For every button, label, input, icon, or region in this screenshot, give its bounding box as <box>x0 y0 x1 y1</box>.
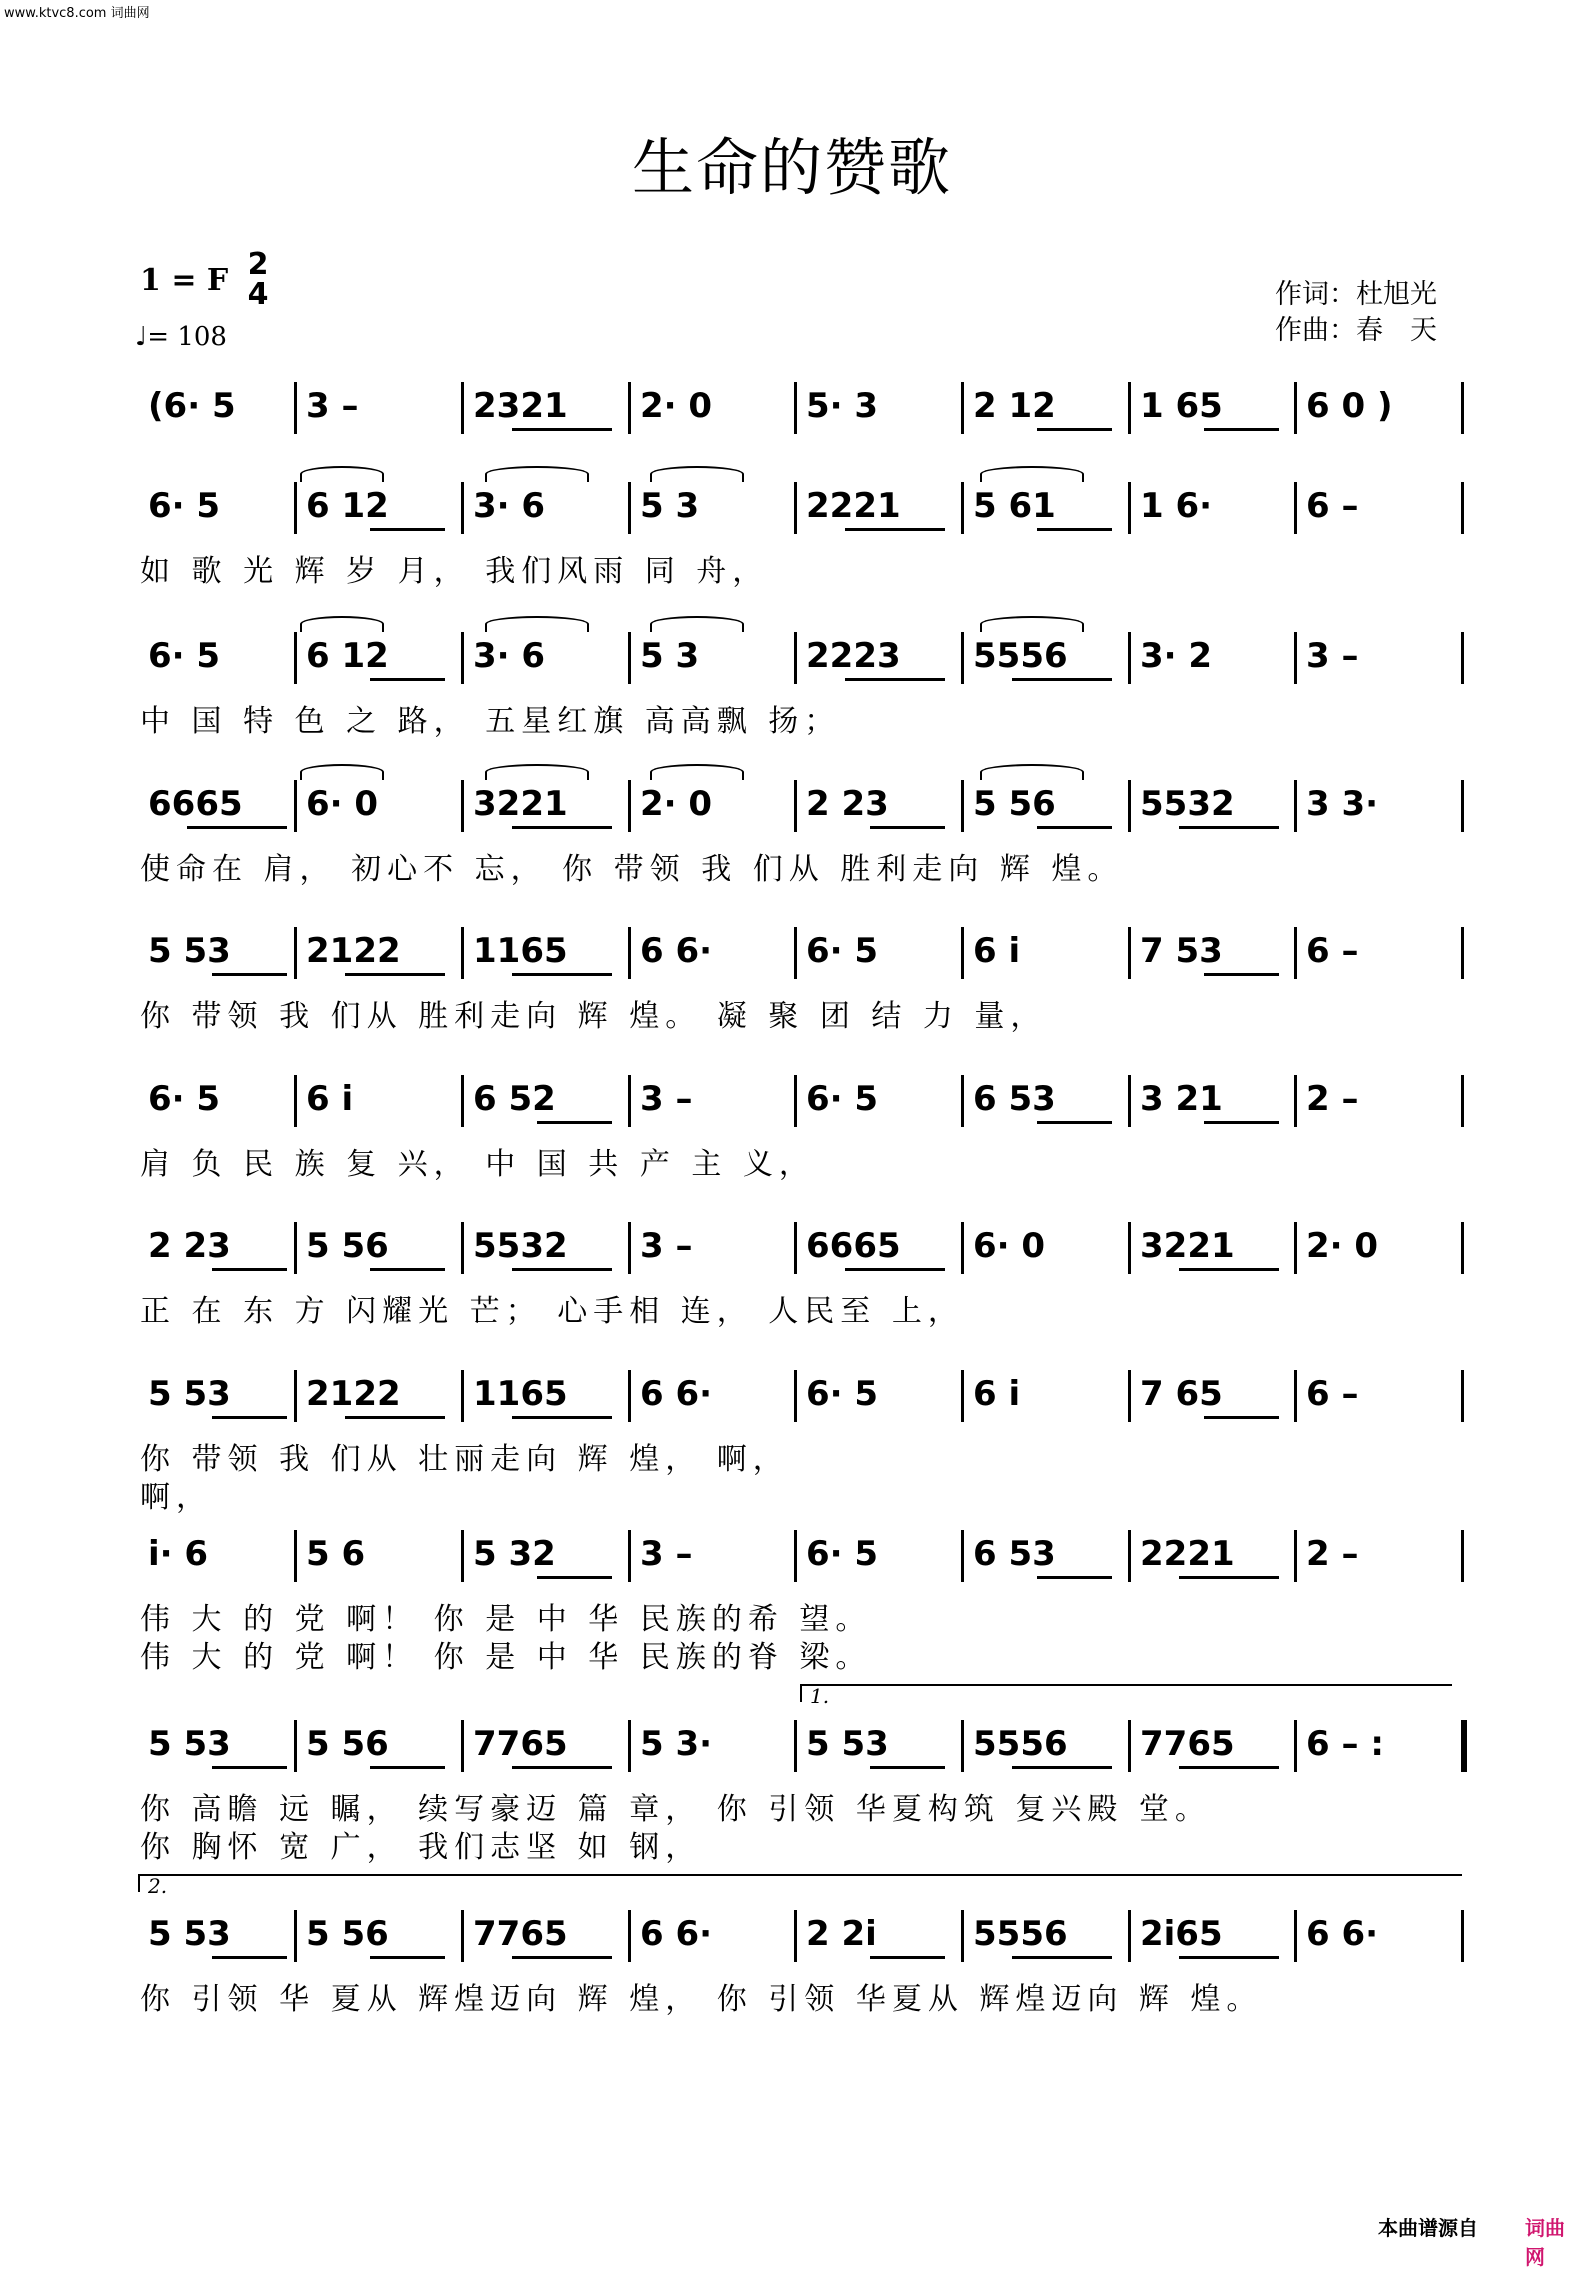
bar-line <box>961 1720 964 1772</box>
slur-arc <box>485 616 589 632</box>
lyric-line: 使命在 肩， 初心不 忘， 你 带领 我 们从 胜利走向 辉 煌。 <box>140 852 1124 887</box>
beam-underline <box>1179 1956 1279 1959</box>
measure-notes: 2 2i <box>806 1914 877 1954</box>
measure-notes: 6 53 <box>973 1079 1056 1119</box>
bar-line <box>1294 1370 1297 1422</box>
bar-line <box>461 632 464 684</box>
beam-underline <box>370 678 445 681</box>
beam-underline <box>1037 1576 1112 1579</box>
bar-line <box>1461 1222 1464 1274</box>
beam-underline <box>845 1268 945 1271</box>
beam-underline <box>512 1268 612 1271</box>
song-title: 生命的赞歌 <box>631 131 952 204</box>
measure-notes: 5 56 <box>973 784 1056 824</box>
measure-notes: 6665 <box>148 784 243 824</box>
lyric-line: 伟 大 的 党 啊！ 你 是 中 华 民族的脊 梁。 <box>140 1640 872 1675</box>
bar-line <box>1128 780 1131 832</box>
key-signature: 1 = F <box>140 263 229 298</box>
lyric-line: 如 歌 光 辉 岁 月， 我们风雨 同 舟， <box>140 554 769 589</box>
measure-notes: 5532 <box>1140 784 1235 824</box>
bar-line <box>1461 1370 1464 1422</box>
slur-arc <box>300 616 384 632</box>
bar-line <box>794 482 797 534</box>
bar-line <box>794 1720 797 1772</box>
beam-underline <box>1037 826 1112 829</box>
footer-site-logo: 词曲网 <box>1525 2216 1565 2269</box>
slur-arc <box>300 466 384 482</box>
bar-line <box>794 1222 797 1274</box>
beam-underline <box>212 1416 287 1419</box>
bar-line <box>461 927 464 979</box>
bar-line <box>1294 1530 1297 1582</box>
measure-notes: 6 6· <box>640 1914 713 1954</box>
beam-underline <box>870 1766 945 1769</box>
bar-line <box>1128 482 1131 534</box>
bar-line <box>1461 1910 1464 1962</box>
slur-arc <box>650 616 744 632</box>
lyric-line: 你 高瞻 远 瞩， 续写豪迈 篇 章， 你 引领 华夏构筑 复兴殿 堂。 <box>140 1792 1211 1827</box>
volta-bracket <box>138 1874 1462 1898</box>
time-signature <box>245 247 271 312</box>
measure-notes: 5 6 <box>306 1534 366 1574</box>
bar-line <box>961 1370 964 1422</box>
bar-line <box>461 1720 464 1772</box>
measure-notes: 3 – <box>640 1079 693 1119</box>
measure-notes: 6 0 ) <box>1306 386 1393 426</box>
bar-line <box>461 1370 464 1422</box>
measure-notes: i· 6 <box>148 1534 209 1574</box>
measure-notes: 3 – <box>1306 636 1359 676</box>
beam-underline <box>870 1956 945 1959</box>
beam-underline <box>1179 1766 1279 1769</box>
measure-notes: 6 – <box>1306 1374 1359 1414</box>
bar-line <box>1128 1370 1131 1422</box>
bar-line <box>628 927 631 979</box>
measure-notes: 7765 <box>473 1914 568 1954</box>
meter-top: 2 <box>247 247 269 282</box>
measure-notes: 6 – <box>1306 486 1359 526</box>
lyric-line: 正 在 东 方 闪耀光 芒； 心手相 连， 人民至 上， <box>140 1294 964 1329</box>
slur-arc <box>485 764 589 780</box>
measure-notes: 5 61 <box>973 486 1056 526</box>
slur-arc <box>980 616 1084 632</box>
measure-notes: 6· 0 <box>973 1226 1046 1266</box>
beam-underline <box>1204 1416 1279 1419</box>
measure-notes: 1165 <box>473 1374 568 1414</box>
measure-notes: 1 65 <box>1140 386 1223 426</box>
measure-notes: 6· 5 <box>806 1534 879 1574</box>
bar-line <box>1128 632 1131 684</box>
bar-line <box>461 780 464 832</box>
slur-arc <box>650 466 744 482</box>
beam-underline <box>1179 1268 1279 1271</box>
measure-notes: 5 53 <box>148 1914 231 1954</box>
measure-notes: 3 21 <box>1140 1079 1223 1119</box>
beam-underline <box>212 1268 287 1271</box>
bar-line <box>1461 1075 1464 1127</box>
bar-line <box>794 927 797 979</box>
bar-line <box>1128 1910 1131 1962</box>
bar-line <box>961 482 964 534</box>
measure-notes: 6 52 <box>473 1079 556 1119</box>
measure-notes: 2 23 <box>806 784 889 824</box>
measure-notes: 5 53 <box>148 1724 231 1764</box>
beam-underline <box>1037 428 1112 431</box>
measure-notes: 5532 <box>473 1226 568 1266</box>
meter-bottom: 4 <box>247 277 269 312</box>
measure-notes: 6· 0 <box>306 784 379 824</box>
beam-underline <box>1012 678 1112 681</box>
measure-notes: 6 i <box>973 931 1021 971</box>
beam-underline <box>512 1956 612 1959</box>
bar-line <box>461 482 464 534</box>
measure-notes: 2321 <box>473 386 568 426</box>
bar-line <box>1461 632 1464 684</box>
bar-line <box>794 1075 797 1127</box>
measure-notes: 3 – <box>640 1534 693 1574</box>
bar-line <box>961 632 964 684</box>
beam-underline <box>370 1268 445 1271</box>
measure-notes: 2· 0 <box>1306 1226 1379 1266</box>
bar-line <box>1461 927 1464 979</box>
bar-line <box>628 1530 631 1582</box>
measure-notes: 2· 0 <box>640 386 713 426</box>
bar-line <box>628 780 631 832</box>
beam-underline <box>370 528 445 531</box>
bar-line <box>461 1530 464 1582</box>
bar-line <box>1128 382 1131 434</box>
measure-notes: 7 53 <box>1140 931 1223 971</box>
measure-notes: 1 6· <box>1140 486 1213 526</box>
bar-line <box>1294 1910 1297 1962</box>
measure-notes: 5 56 <box>306 1226 389 1266</box>
beam-underline <box>512 1416 612 1419</box>
measure-notes: 3221 <box>473 784 568 824</box>
volta-bracket <box>800 1684 1452 1708</box>
measure-notes: 5 3 <box>640 636 700 676</box>
slur-arc <box>485 466 589 482</box>
tempo-marking: ♩= 108 <box>135 322 227 352</box>
beam-underline <box>512 826 612 829</box>
measure-notes: 5 3· <box>640 1724 713 1764</box>
measure-notes: 5556 <box>973 636 1068 676</box>
bar-line <box>961 1530 964 1582</box>
bar-line <box>1294 780 1297 832</box>
beam-underline <box>212 1766 287 1769</box>
bar-line <box>1294 1075 1297 1127</box>
beam-underline <box>1204 428 1279 431</box>
measure-notes: 6 53 <box>973 1534 1056 1574</box>
measure-notes: 2 – <box>1306 1534 1359 1574</box>
bar-line <box>794 1910 797 1962</box>
bar-line <box>1294 382 1297 434</box>
bar-line <box>628 1075 631 1127</box>
bar-line <box>628 1370 631 1422</box>
bar-line <box>961 1910 964 1962</box>
measure-notes: 2· 0 <box>640 784 713 824</box>
bar-line <box>1128 1530 1131 1582</box>
measure-notes: 5 53 <box>806 1724 889 1764</box>
lyric-line: 你 带领 我 们从 胜利走向 辉 煌。 凝 聚 团 结 力 量， <box>140 999 1047 1034</box>
bar-line <box>1461 1530 1464 1582</box>
measure-notes: 5 53 <box>148 931 231 971</box>
lyric-line: 肩 负 民 族 复 兴， 中 国 共 产 主 义， <box>140 1147 815 1182</box>
bar-line <box>461 1075 464 1127</box>
measure-notes: 5· 3 <box>806 386 879 426</box>
measure-notes: 5 56 <box>306 1914 389 1954</box>
measure-notes: 6 6· <box>640 931 713 971</box>
bar-line <box>961 1075 964 1127</box>
beam-underline <box>845 528 945 531</box>
bar-line <box>1128 1075 1131 1127</box>
beam-underline <box>1012 1956 1112 1959</box>
beam-underline <box>512 973 612 976</box>
beam-underline <box>1012 1766 1112 1769</box>
measure-notes: 3· 2 <box>1140 636 1213 676</box>
measure-notes: 2 12 <box>973 386 1056 426</box>
bar-line <box>794 632 797 684</box>
bar-line <box>1128 927 1131 979</box>
footer-source-label: 本曲谱源自 <box>1378 2216 1478 2240</box>
volta-label: 1. <box>810 1684 830 1708</box>
beam-underline <box>537 1576 612 1579</box>
lyric-line: 你 引领 华 夏从 辉煌迈向 辉 煌， 你 引领 华夏从 辉煌迈向 辉 煌。 <box>140 1982 1263 2017</box>
measure-notes: 2122 <box>306 931 401 971</box>
measure-notes: 2221 <box>806 486 901 526</box>
measure-notes: 7 65 <box>1140 1374 1223 1414</box>
beam-underline <box>370 1956 445 1959</box>
lyric-line: 啊， <box>140 1480 212 1515</box>
measure-notes: 6· 5 <box>148 636 221 676</box>
lyric-line: 伟 大 的 党 啊！ 你 是 中 华 民族的希 望。 <box>140 1602 872 1637</box>
measure-notes: 2 – <box>1306 1079 1359 1119</box>
beam-underline <box>370 1766 445 1769</box>
measure-notes: 2221 <box>1140 1534 1235 1574</box>
measure-notes: 7765 <box>1140 1724 1235 1764</box>
measure-notes: 6 12 <box>306 636 389 676</box>
measure-notes: (6· 5 <box>148 386 236 426</box>
beam-underline <box>345 1416 445 1419</box>
measure-notes: 5 3 <box>640 486 700 526</box>
measure-notes: 3· 6 <box>473 486 546 526</box>
measure-notes: 3 – <box>640 1226 693 1266</box>
beam-underline <box>1179 1576 1279 1579</box>
bar-line <box>794 1370 797 1422</box>
beam-underline <box>212 973 287 976</box>
measure-notes: 6 i <box>973 1374 1021 1414</box>
measure-notes: 5 32 <box>473 1534 556 1574</box>
source-watermark: www.ktvc8.com 词曲网 <box>4 6 150 21</box>
bar-line <box>961 1222 964 1274</box>
volta-label: 2. <box>148 1874 168 1898</box>
measure-notes: 6· 5 <box>148 486 221 526</box>
measure-notes: 6 – <box>1306 931 1359 971</box>
beam-underline <box>1204 973 1279 976</box>
measure-notes: 3 – <box>306 386 359 426</box>
bar-line <box>1461 1720 1467 1772</box>
lyric-line: 中 国 特 色 之 路， 五星红旗 高高飘 扬； <box>140 704 841 739</box>
bar-line <box>628 632 631 684</box>
beam-underline <box>345 973 445 976</box>
measure-notes: 5556 <box>973 1914 1068 1954</box>
measure-notes: 6665 <box>806 1226 901 1266</box>
beam-underline <box>512 428 612 431</box>
slur-arc <box>650 764 744 780</box>
measure-notes: 3· 6 <box>473 636 546 676</box>
bar-line <box>628 482 631 534</box>
bar-line <box>1461 780 1464 832</box>
bar-line <box>1294 482 1297 534</box>
bar-line <box>461 382 464 434</box>
measure-notes: 6· 5 <box>806 1374 879 1414</box>
beam-underline <box>870 826 945 829</box>
measure-notes: 5556 <box>973 1724 1068 1764</box>
measure-notes: 5 53 <box>148 1374 231 1414</box>
bar-line <box>1461 482 1464 534</box>
bar-line <box>1461 382 1464 434</box>
beam-underline <box>537 1121 612 1124</box>
measure-notes: 6· 5 <box>148 1079 221 1119</box>
beam-underline <box>187 826 287 829</box>
bar-line <box>1294 632 1297 684</box>
beam-underline <box>1179 826 1279 829</box>
measure-notes: 6· 5 <box>806 1079 879 1119</box>
beam-underline <box>1204 1121 1279 1124</box>
beam-underline <box>1037 1121 1112 1124</box>
measure-notes: 6 – : <box>1306 1724 1384 1764</box>
measure-notes: 6 i <box>306 1079 354 1119</box>
bar-line <box>628 382 631 434</box>
slur-arc <box>300 764 384 780</box>
measure-notes: 2223 <box>806 636 901 676</box>
bar-line <box>794 382 797 434</box>
measure-notes: 3 3· <box>1306 784 1379 824</box>
beam-underline <box>1037 528 1112 531</box>
measure-notes: 6 12 <box>306 486 389 526</box>
bar-line <box>961 780 964 832</box>
bar-line <box>1128 1720 1131 1772</box>
slur-arc <box>980 764 1084 780</box>
measure-notes: 1165 <box>473 931 568 971</box>
bar-line <box>1128 1222 1131 1274</box>
bar-line <box>461 1910 464 1962</box>
bar-line <box>461 1222 464 1274</box>
measure-notes: 2122 <box>306 1374 401 1414</box>
measure-notes: 2 23 <box>148 1226 231 1266</box>
beam-underline <box>512 1766 612 1769</box>
measure-notes: 6 6· <box>1306 1914 1379 1954</box>
measure-notes: 3221 <box>1140 1226 1235 1266</box>
bar-line <box>794 1530 797 1582</box>
bar-line <box>961 927 964 979</box>
bar-line <box>961 382 964 434</box>
measure-notes: 7765 <box>473 1724 568 1764</box>
measure-notes: 5 56 <box>306 1724 389 1764</box>
lyric-line: 你 胸怀 宽 广， 我们志坚 如 钢， <box>140 1830 702 1865</box>
bar-line <box>1294 1222 1297 1274</box>
bar-line <box>1294 1720 1297 1772</box>
measure-notes: 2i65 <box>1140 1914 1223 1954</box>
bar-line <box>794 780 797 832</box>
beam-underline <box>845 678 945 681</box>
slur-arc <box>980 466 1084 482</box>
lyricist-credit: 作词：杜旭光 <box>1275 279 1437 310</box>
bar-line <box>1294 927 1297 979</box>
lyric-line: 你 带领 我 们从 壮丽走向 辉 煌， 啊， <box>140 1442 789 1477</box>
measure-notes: 6 6· <box>640 1374 713 1414</box>
beam-underline <box>212 1956 287 1959</box>
bar-line <box>628 1720 631 1772</box>
measure-notes: 6· 5 <box>806 931 879 971</box>
bar-line <box>628 1222 631 1274</box>
composer-credit: 作曲：春 天 <box>1275 315 1437 346</box>
bar-line <box>628 1910 631 1962</box>
